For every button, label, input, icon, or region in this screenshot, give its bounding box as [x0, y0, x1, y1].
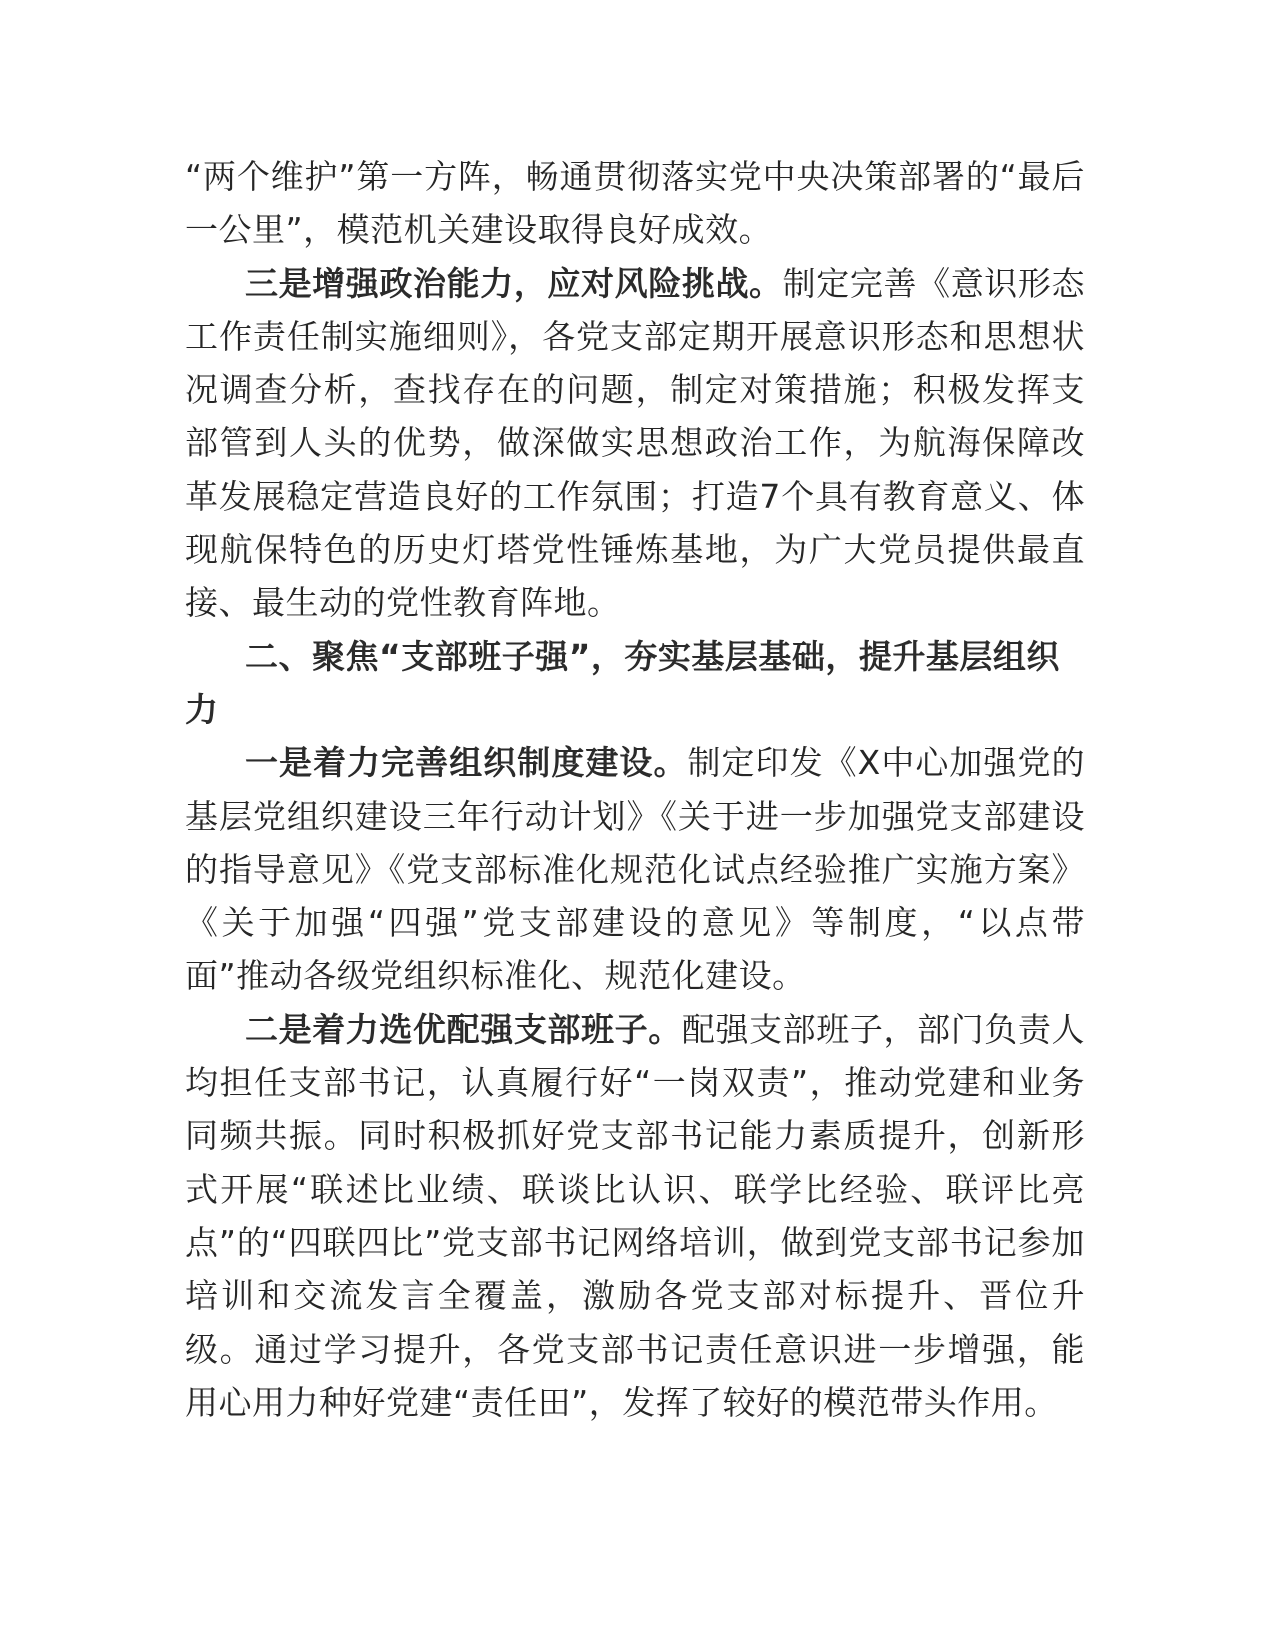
paragraph-lead: 三是增强政治能力，应对风险挑战。 — [245, 263, 783, 303]
section-heading: 二、聚焦“支部班子强”，夯实基层基础，提升基层组织力 — [185, 636, 1060, 729]
document-page — [185, 150, 1085, 1429]
paragraph-text: “两个维护”第一方阵，畅通贯彻落实党中央决策部署的“最后一公里”，模范机关建设取得良好成效。 — [185, 157, 1085, 250]
paragraph-text: 制定完善《意识形态工作责任制实施细则》，各党支部定期开展意识形态和思想状况调查分析，查找存在的问题，制定对策措施；积极发挥支部管到人头的优势，做深做实思想政治工作，为航海保障改革发展稳定营造良好的工作氛围；打造7个具有教育意义、体现航保特色的历史灯塔党性锤炼基地，为广大党员提供最直接、最生动的党性教育阵地。 — [185, 263, 1086, 623]
paragraph-organization-system — [185, 736, 1085, 1002]
paragraph-branch-team — [185, 1003, 1085, 1429]
paragraph-text: 配强支部班子，部门负责人均担任支部书记，认真履行好“一岗双责”，推动党建和业务同频共振。同时积极抓好党支部书记能力素质提升，创新形式开展“联述比业绩、联谈比认识、联学比经验、联评比亮点”的“四联四比”党支部书记网络培训，做到党支部书记参加培训和交流发言全覆盖，激励各党支部对标提升、晋位升级。通过学习提升，各党支部书记责任意识进一步增强，能用心用力种好党建“责任田”，发挥了较好的模范带头作用。 — [185, 1009, 1086, 1422]
paragraph-political-ability — [185, 257, 1085, 630]
paragraph-lead: 二是着力选优配强支部班子。 — [245, 1009, 682, 1049]
paragraph-continuation — [185, 150, 1085, 257]
paragraph-text: 制定印发《X中心加强党的基层党组织建设三年行动计划》《关于进一步加强党支部建设的指导意见》《党支部标准化规范化试点经验推广实施方案》《关于加强“四强”党支部建设的意见》等制度，“以点带面”推动各级党组织标准化、规范化建设。 — [185, 743, 1085, 996]
paragraph-lead: 一是着力完善组织制度建设。 — [245, 743, 688, 783]
